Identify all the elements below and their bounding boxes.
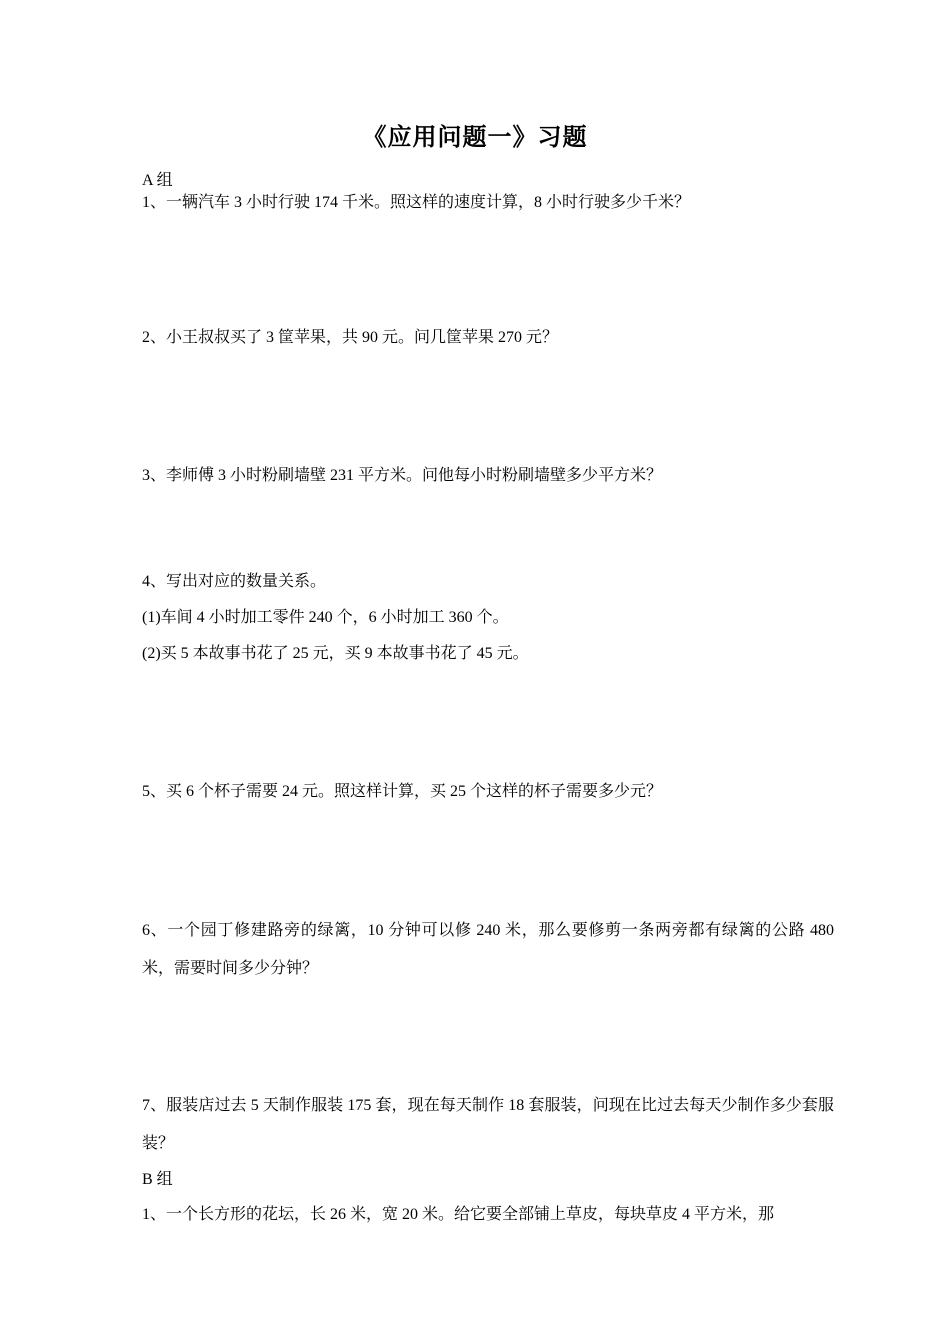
question-a4-sub1: (1)车间 4 小时加工零件 240 个，6 小时加工 360 个。 xyxy=(142,609,509,626)
question-b1: 1、一个长方形的花坛，长 26 米，宽 20 米。给它要全部铺上草皮，每块草皮 4 平方米，那 xyxy=(142,1206,775,1223)
question-a7: 7、服装店过去 5 天制作服装 175 套，现在每天制作 18 套服装，问现在比过去每天少制作多少套服装？ xyxy=(142,1097,834,1152)
question-a4: 4、写出对应的数量关系。 xyxy=(142,573,327,590)
question-a1: 1、一辆汽车 3 小时行驶 174 千米。照这样的速度计算，8 小时行驶多少千米？ xyxy=(142,194,691,211)
question-a4-sub2: (2)买 5 本故事书花了 25 元，买 9 本故事书花了 45 元。 xyxy=(142,645,529,662)
worksheet-title: 《应用问题一》习题 xyxy=(362,125,588,151)
section-a-label: A 组 xyxy=(142,172,173,189)
question-a2: 2、小王叔叔买了 3 筐苹果，共 90 元。问几筐苹果 270 元？ xyxy=(142,329,559,346)
question-a5: 5、买 6 个杯子需要 24 元。照这样计算，买 25 个这样的杯子需要多少元？ xyxy=(142,783,663,800)
section-b-label: B 组 xyxy=(142,1171,173,1188)
question-a3: 3、李师傅 3 小时粉刷墙壁 231 平方米。问他每小时粉刷墙壁多少平方米？ xyxy=(142,467,663,484)
question-a6: 6、一个园丁修建路旁的绿篱，10 分钟可以修 240 米，那么要修剪一条两旁都有绿篱的公路 480 米，需要时间多少分钟？ xyxy=(142,922,834,977)
